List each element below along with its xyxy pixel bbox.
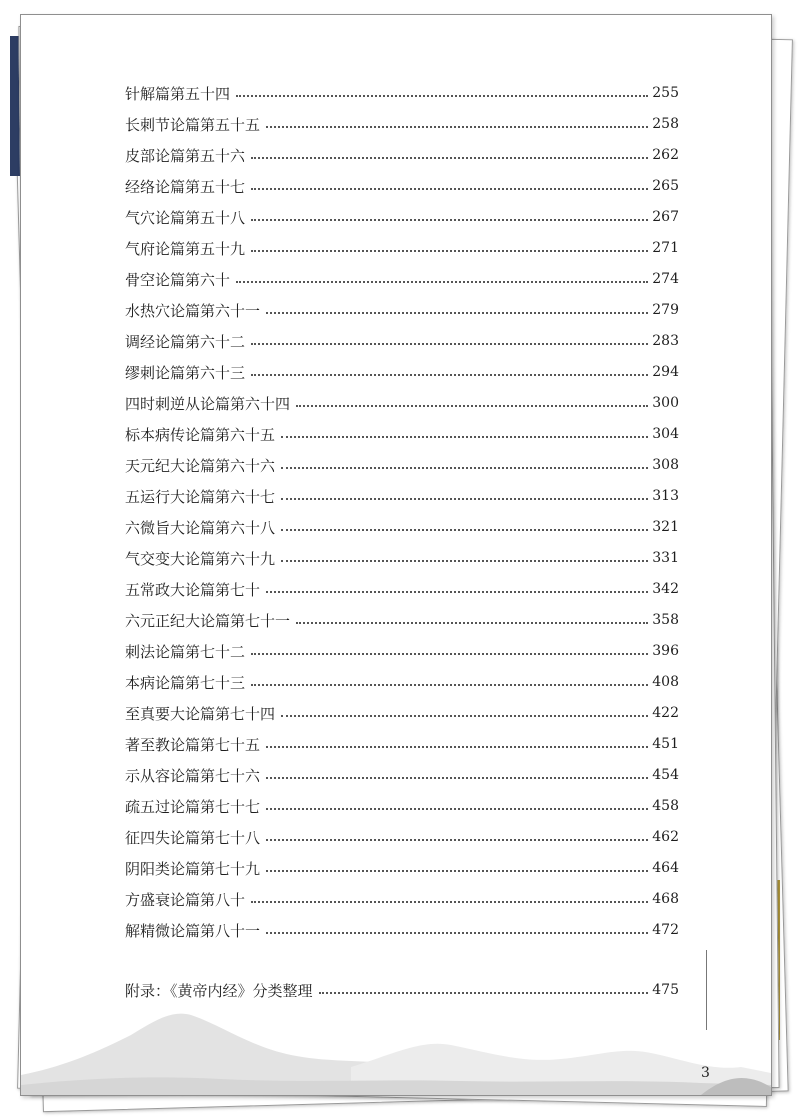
toc-entry-page: 294 [652, 364, 679, 380]
toc-entry-page: 464 [652, 860, 679, 876]
toc-leader-dots [251, 901, 648, 903]
toc-entry-title: 六元正纪大论篇第七十一 [125, 611, 291, 630]
toc-leader-dots [266, 591, 648, 593]
toc-entry-page: 454 [652, 767, 679, 783]
toc-leader-dots [251, 188, 648, 190]
toc-entry-page: 300 [652, 395, 679, 411]
toc-entry-page: 304 [652, 426, 679, 442]
toc-entry[interactable] [125, 763, 679, 787]
toc-leader-dots [251, 343, 648, 345]
toc-entry-title: 天元纪大论篇第六十六 [125, 456, 276, 475]
toc-entry-title: 阴阳类论篇第七十九 [125, 859, 261, 878]
toc-entry-title: 标本病传论篇第六十五 [125, 425, 276, 444]
toc-entry[interactable] [125, 143, 679, 167]
toc-entry[interactable] [125, 670, 679, 694]
toc-entry-page: 462 [652, 829, 679, 845]
toc-entry-title: 长刺节论篇第五十五 [125, 115, 261, 134]
toc-entry-page: 313 [652, 488, 679, 504]
toc-entry-title: 五常政大论篇第七十 [125, 580, 261, 599]
toc-entry[interactable] [125, 81, 679, 105]
toc-entry-page: 408 [652, 674, 679, 690]
toc-entry[interactable] [125, 701, 679, 725]
toc-leader-dots [251, 653, 648, 655]
toc-entry-title: 五运行大论篇第六十七 [125, 487, 276, 506]
toc-entry[interactable] [125, 236, 679, 260]
toc-entry-title: 六微旨大论篇第六十八 [125, 518, 276, 537]
toc-leader-dots [281, 467, 648, 469]
toc-leader-dots [266, 808, 648, 810]
toc-leader-dots [281, 560, 648, 562]
toc-leader-dots [251, 374, 648, 376]
toc-entry[interactable] [125, 887, 679, 911]
toc-entry[interactable] [125, 825, 679, 849]
toc-entry[interactable] [125, 267, 679, 291]
toc-entry-page: 422 [652, 705, 679, 721]
toc-leader-dots [296, 622, 648, 624]
toc-entry-title: 方盛衰论篇第八十 [125, 890, 246, 909]
toc-entry-page: 468 [652, 891, 679, 907]
toc-entry-title: 至真要大论篇第七十四 [125, 704, 276, 723]
toc-entry-title: 经络论篇第五十七 [125, 177, 246, 196]
toc-entry-page: 358 [652, 612, 679, 628]
toc-entry-page: 279 [652, 302, 679, 318]
toc-entry[interactable] [125, 329, 679, 353]
toc-entry[interactable] [125, 856, 679, 880]
toc-entry[interactable] [125, 577, 679, 601]
toc-entry-page: 451 [652, 736, 679, 752]
toc-entry-title: 刺法论篇第七十二 [125, 642, 246, 661]
toc-entry[interactable] [125, 639, 679, 663]
toc-entry[interactable] [125, 391, 679, 415]
toc-leader-dots [296, 405, 648, 407]
toc-entry-page: 475 [652, 982, 679, 998]
toc-entry-page: 321 [652, 519, 679, 535]
toc-leader-dots [266, 932, 648, 934]
toc-entry-page: 331 [652, 550, 679, 566]
toc-entry[interactable] [125, 205, 679, 229]
toc-leader-dots [251, 219, 648, 221]
toc-entry[interactable] [125, 453, 679, 477]
toc-entry-page: 342 [652, 581, 679, 597]
toc-entry-page: 308 [652, 457, 679, 473]
toc-leader-dots [251, 250, 648, 252]
toc-leader-dots [281, 715, 648, 717]
toc-entry-title: 调经论篇第六十二 [125, 332, 246, 351]
toc-entry-title: 气府论篇第五十九 [125, 239, 246, 258]
toc-entry-title: 缪刺论篇第六十三 [125, 363, 246, 382]
toc-entry-page: 396 [652, 643, 679, 659]
toc-entry-title: 示从容论篇第七十六 [125, 766, 261, 785]
page-number: 3 [701, 1065, 710, 1081]
toc-entry-page: 267 [652, 209, 679, 225]
toc-leader-dots [266, 126, 648, 128]
toc-leader-dots [281, 436, 648, 438]
toc-entry-title: 骨空论篇第六十 [125, 270, 231, 289]
toc-entry-page: 258 [652, 116, 679, 132]
toc-entry-title: 气穴论篇第五十八 [125, 208, 246, 227]
toc-entry-title: 针解篇第五十四 [125, 84, 231, 103]
toc-entry-title: 四时刺逆从论篇第六十四 [125, 394, 291, 413]
toc-entry-title: 附录：《黄帝内经》分类整理 [125, 981, 313, 1000]
toc-entry-page: 262 [652, 147, 679, 163]
toc-entry-title: 气交变大论篇第六十九 [125, 549, 276, 568]
toc-entry-page: 255 [652, 85, 679, 101]
toc-entry[interactable] [125, 732, 679, 756]
toc-entry[interactable] [125, 298, 679, 322]
toc-leader-dots [281, 498, 648, 500]
toc-entry-title: 解精微论篇第八十一 [125, 921, 261, 940]
toc-entry[interactable] [125, 174, 679, 198]
toc-leader-dots [281, 529, 648, 531]
toc-entry-title: 征四失论篇第七十八 [125, 828, 261, 847]
toc-leader-dots [266, 312, 648, 314]
toc-entry-title: 水热穴论篇第六十一 [125, 301, 261, 320]
toc-entry-page: 283 [652, 333, 679, 349]
toc-leader-dots [251, 684, 648, 686]
document-page [20, 14, 772, 1096]
toc-entry[interactable] [125, 918, 679, 942]
toc-leader-dots [266, 746, 648, 748]
toc-entry-page: 271 [652, 240, 679, 256]
toc-entry[interactable] [125, 546, 679, 570]
toc-entry-page: 265 [652, 178, 679, 194]
toc-entry-page: 274 [652, 271, 679, 287]
toc-leader-dots [251, 157, 648, 159]
toc-entry-title: 疏五过论篇第七十七 [125, 797, 261, 816]
toc-entry-page: 472 [652, 922, 679, 938]
toc-entry[interactable] [125, 608, 679, 632]
toc-leader-dots [266, 777, 648, 779]
toc-leader-dots [236, 95, 648, 97]
toc-entry[interactable] [125, 515, 679, 539]
toc-entry[interactable] [125, 112, 679, 136]
toc-leader-dots [236, 281, 648, 283]
toc-entry[interactable] [125, 360, 679, 384]
toc-entry-title: 皮部论篇第五十六 [125, 146, 246, 165]
mountain-landscape-decoration [21, 975, 771, 1095]
toc-entry[interactable] [125, 422, 679, 446]
toc-entry-page: 458 [652, 798, 679, 814]
toc-entry-title: 著至教论篇第七十五 [125, 735, 261, 754]
toc-entry[interactable] [125, 794, 679, 818]
toc-entry[interactable] [125, 484, 679, 508]
toc-entry-title: 本病论篇第七十三 [125, 673, 246, 692]
toc-leader-dots [266, 870, 648, 872]
toc-leader-dots [266, 839, 648, 841]
